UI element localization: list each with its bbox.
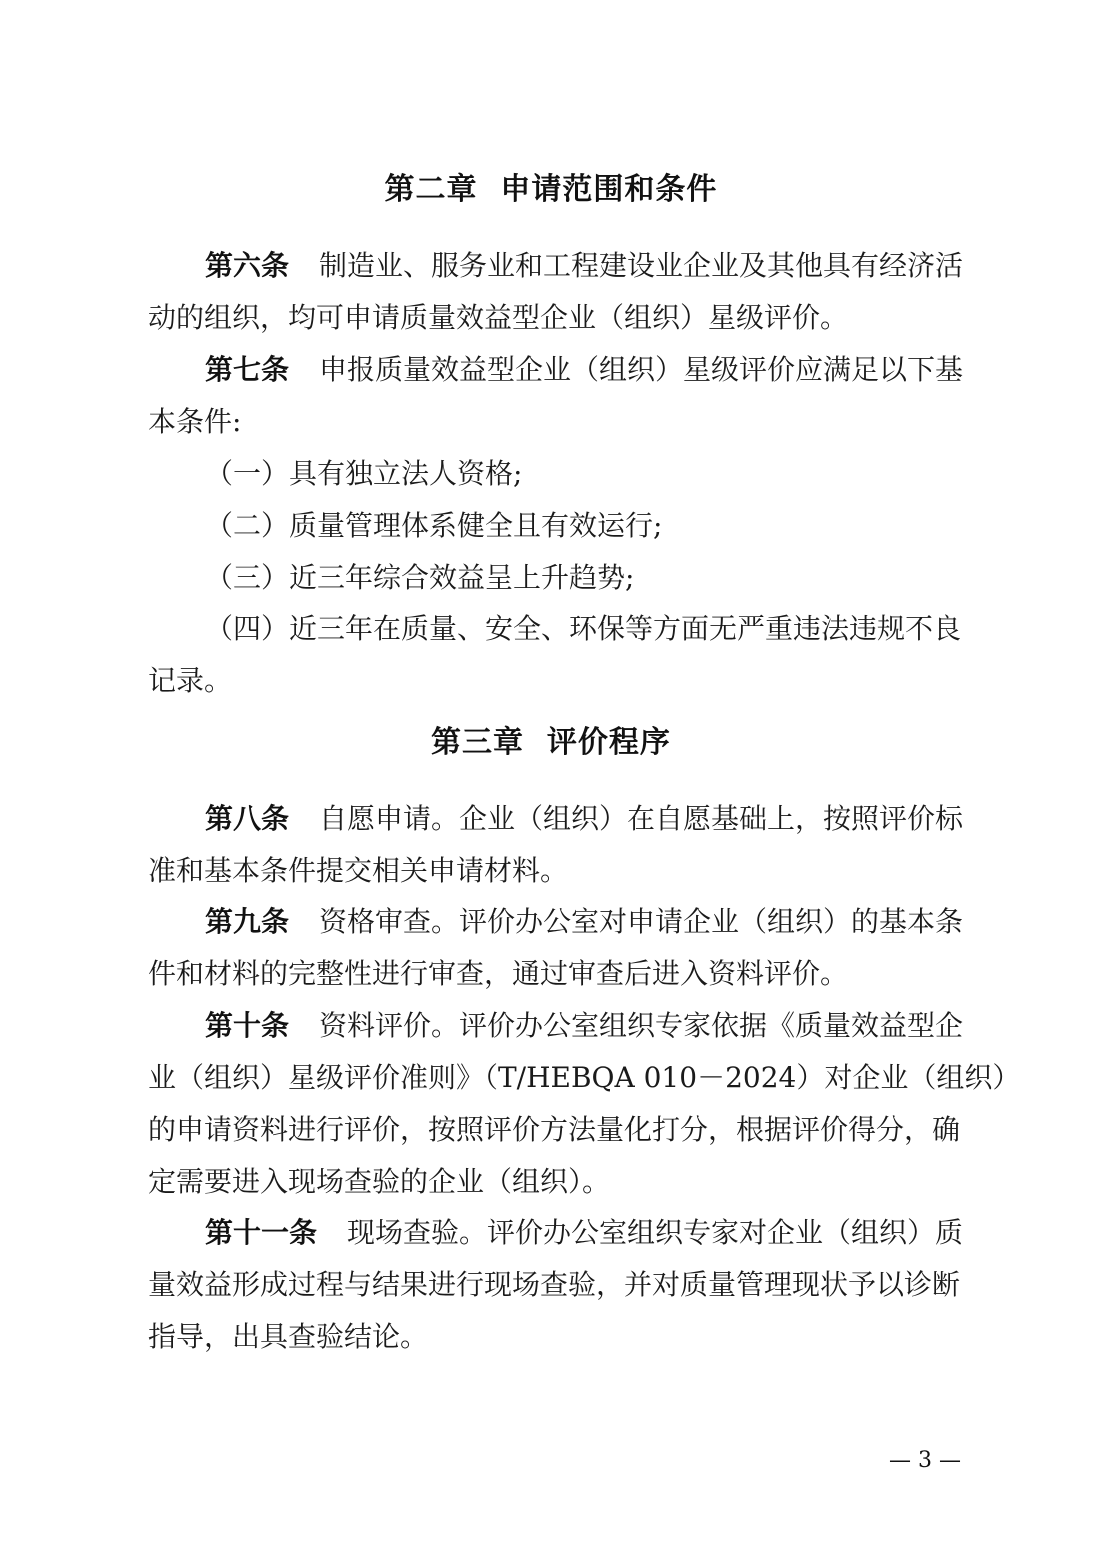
article-7-item-4-line-2: 记录。 <box>148 664 233 697</box>
article-11-line-3: 指导，出具查验结论。 <box>148 1320 429 1353</box>
article-9-label: 第九条 <box>205 905 290 938</box>
article-8-line-1: 第八条 自愿申请。企业（组织）在自愿基础上，按照评价标 <box>205 802 964 835</box>
article-7-line-2: 本条件: <box>148 405 242 438</box>
article-8-label: 第八条 <box>205 802 290 835</box>
article-10-line-2: 业（组织）星级评价准则》（T/HEBQA 010－2024）对企业（组织） <box>148 1061 1021 1094</box>
article-8-line-2: 准和基本条件提交相关申请材料。 <box>148 854 569 887</box>
article-6-line-2: 动的组织，均可申请质量效益型企业（组织）星级评价。 <box>148 301 849 334</box>
article-6-line-1: 第六条 制造业、服务业和工程建设业企业及其他具有经济活 <box>205 249 964 282</box>
article-7-label: 第七条 <box>205 353 290 386</box>
article-10-line-1: 第十条 资料评价。评价办公室组织专家依据《质量效益型企 <box>205 1009 964 1042</box>
article-11-line-1: 第十一条 现场查验。评价办公室组织专家对企业（组织）质 <box>205 1216 964 1249</box>
article-7-item-1: （一）具有独立法人资格; <box>205 457 523 490</box>
article-10-label: 第十条 <box>205 1009 290 1042</box>
chapter-2-heading: 第二章 申请范围和条件 <box>384 172 718 207</box>
article-9-line-1: 第九条 资格审查。评价办公室对申请企业（组织）的基本条 <box>205 905 964 938</box>
page-number: — 3 — <box>889 1448 961 1473</box>
article-7-item-4: （四）近三年在质量、安全、环保等方面无严重违法违规不良 <box>205 612 962 645</box>
article-10-line-4: 定需要进入现场查验的企业（组织）。 <box>148 1165 611 1198</box>
chapter-3-heading: 第三章 评价程序 <box>431 725 671 760</box>
article-11-label: 第十一条 <box>205 1216 318 1249</box>
article-7-item-2: （二）质量管理体系健全且有效运行; <box>205 509 663 542</box>
article-7-line-1: 第七条 申报质量效益型企业（组织）星级评价应满足以下基 <box>205 353 964 386</box>
article-10-line-3: 的申请资料进行评价，按照评价方法量化打分，根据评价得分，确 <box>148 1113 961 1146</box>
article-11-line-2: 量效益形成过程与结果进行现场查验，并对质量管理现状予以诊断 <box>148 1268 961 1301</box>
article-6-label: 第六条 <box>205 249 290 282</box>
article-9-line-2: 件和材料的完整性进行审查，通过审查后进入资料评价。 <box>148 957 849 990</box>
article-7-item-3: （三）近三年综合效益呈上升趋势; <box>205 561 635 594</box>
